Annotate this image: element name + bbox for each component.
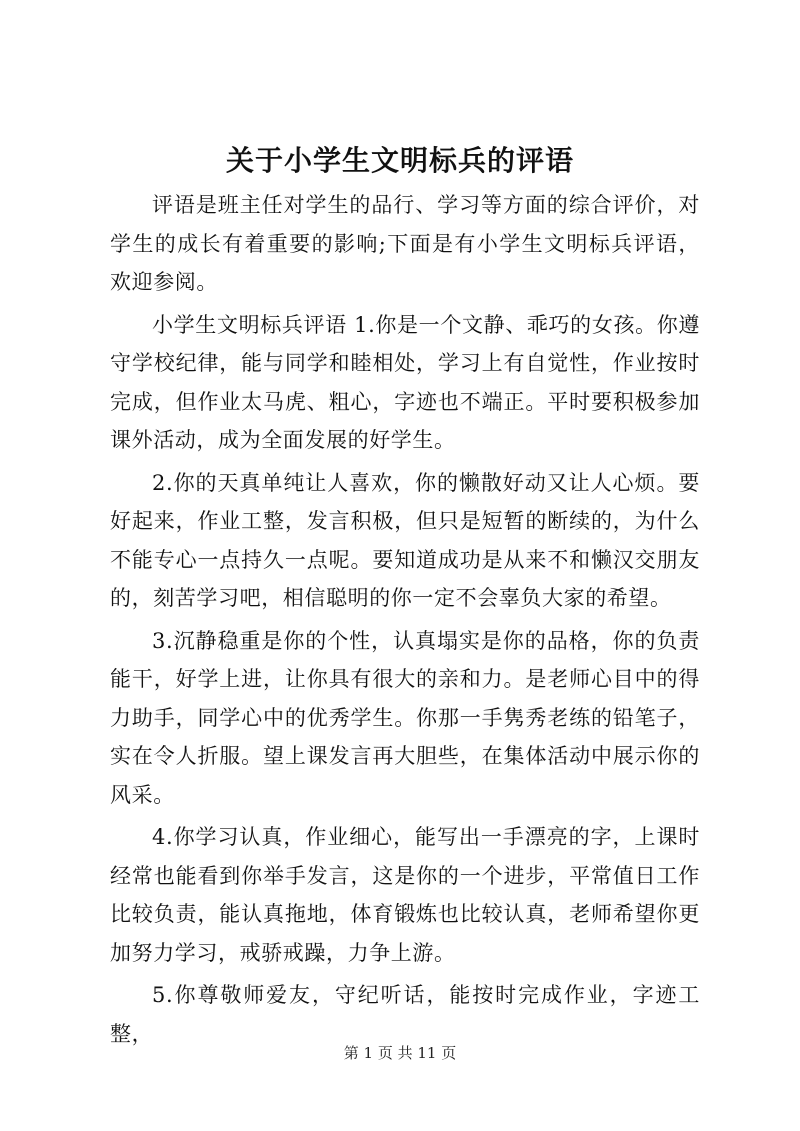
paragraph-comment-5: 5.你尊敬师爱友，守纪听话，能按时完成作业，字迹工整，	[110, 983, 700, 1046]
paragraph-comment-1: 小学生文明标兵评语 1.你是一个文静、乖巧的女孩。你遵守学校纪律，能与同学和睦相处，学习上有自觉性，作业按时完成，但作业太马虎、粗心，字迹也不端正。平时要积极参加课外活动，成为全面发展的好学生。	[110, 312, 700, 452]
document-body	[110, 186, 700, 1057]
paragraph-comment-3: 3.沉静稳重是你的个性，认真塌实是你的品格，你的负责能干，好学上进，让你具有很大的亲和力。是老师心目中的得力助手，同学心中的优秀学生。你那一手隽秀老练的铅笔子，实在令人折服。望上课发言再大胆些，在集体活动中展示你的风采。	[110, 628, 700, 807]
paragraph-intro: 评语是班主任对学生的品行、学习等方面的综合评价，对学生的成长有着重要的影响;下面是有小学生文明标兵评语，欢迎参阅。	[110, 193, 700, 294]
document-title: 关于小学生文明标兵的评语	[225, 144, 574, 177]
page-number-footer: 第 1 页 共 11 页	[343, 1044, 457, 1062]
paragraph-comment-4: 4.你学习认真，作业细心，能写出一手漂亮的字，上课时经常也能看到你举手发言，这是你的一个进步，平常值日工作比较负责，能认真拖地，体育锻炼也比较认真，老师希望你更加努力学习，戒骄戒躁，力争上游。	[110, 825, 700, 965]
paragraph-comment-2: 2.你的天真单纯让人喜欢，你的懒散好动又让人心烦。要好起来，作业工整，发言积极，但只是短暂的断续的，为什么不能专心一点持久一点呢。要知道成功是从来不和懒汉交朋友的，刻苦学习吧，相信聪明的你一定不会辜负大家的希望。	[110, 470, 700, 610]
